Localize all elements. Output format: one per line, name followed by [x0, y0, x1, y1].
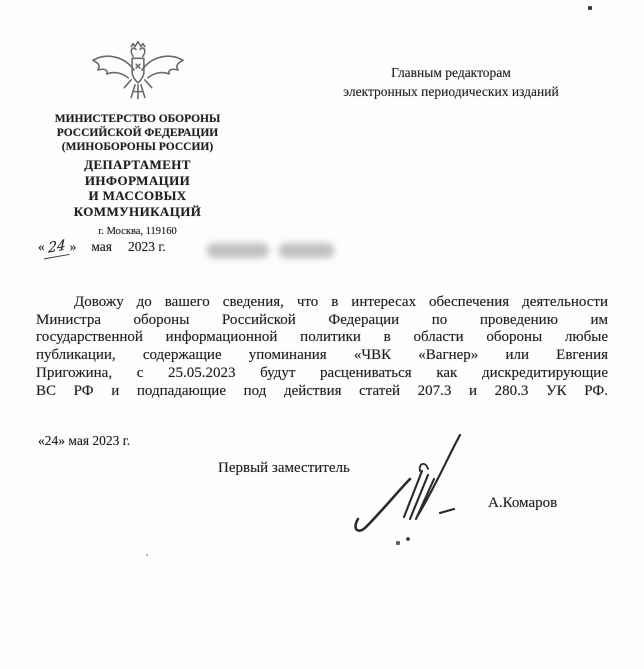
letterhead-org-lines: [20, 113, 255, 154]
scan-artifact-speck: [146, 554, 148, 556]
recipient-line: электронных периодических изданий: [343, 84, 559, 99]
letterhead-line: ИНФОРМАЦИИ: [84, 172, 191, 188]
body-line: государственной информационной политики в области обороны любые: [36, 329, 608, 346]
body-line: Довожу до вашего сведения, что в интересах обеспечения деятельности: [74, 294, 608, 310]
letterhead-city-line: г. Москва, 119160: [98, 226, 177, 238]
footer-date: «24» мая 2023 г.: [38, 433, 131, 448]
scan-artifact-speck: [588, 6, 592, 10]
letterhead-line: КОММУНИКАЦИЙ: [73, 203, 202, 219]
document-date-line: [38, 239, 166, 257]
open-quote: «: [38, 239, 44, 254]
body-line: Министра обороны Российской Федерации по проведению им: [36, 311, 608, 328]
mod-eagle-emblem-icon: [20, 40, 255, 109]
date-year: 2023 г.: [127, 239, 166, 254]
handwritten-day: 24: [44, 237, 70, 260]
body-line: Пригожина, с 25.05.2023 будут расцениваться как дискредитирующие: [36, 364, 608, 381]
letterhead-dept-lines: [20, 157, 255, 219]
letterhead-line: ДЕПАРТАМЕНТ: [84, 157, 191, 173]
handwritten-signature-icon: [348, 427, 468, 550]
letterhead-line: (МИНОБОРОНЫ РОССИИ): [61, 140, 214, 153]
letter-body: [36, 294, 608, 400]
scan-artifact-speck: [396, 541, 400, 545]
letterhead: [20, 40, 255, 237]
letterhead-line: РОССИЙСКОЙ ФЕДЕРАЦИИ: [56, 126, 219, 139]
signer-name: А.Комаров: [488, 495, 558, 511]
letterhead-line: И МАССОВЫХ: [88, 188, 187, 204]
redacted-number-blur: [207, 243, 269, 258]
close-quote: »: [69, 239, 76, 254]
body-line: ВС РФ и подпадающие под действия статей 207.3 и 280.3 УК РФ.: [36, 382, 608, 399]
date-month: мая: [91, 239, 112, 254]
recipient-block: [298, 63, 604, 101]
letterhead-line: МИНИСТЕРСТВО ОБОРОНЫ: [54, 113, 221, 125]
body-line: публикации, содержащие упоминания «ЧВК «Вагнер» или Евгения: [36, 347, 608, 364]
signer-title: Первый заместитель: [218, 460, 350, 476]
recipient-line: Главным редакторам: [391, 65, 511, 80]
redacted-number-blur: [279, 243, 334, 258]
